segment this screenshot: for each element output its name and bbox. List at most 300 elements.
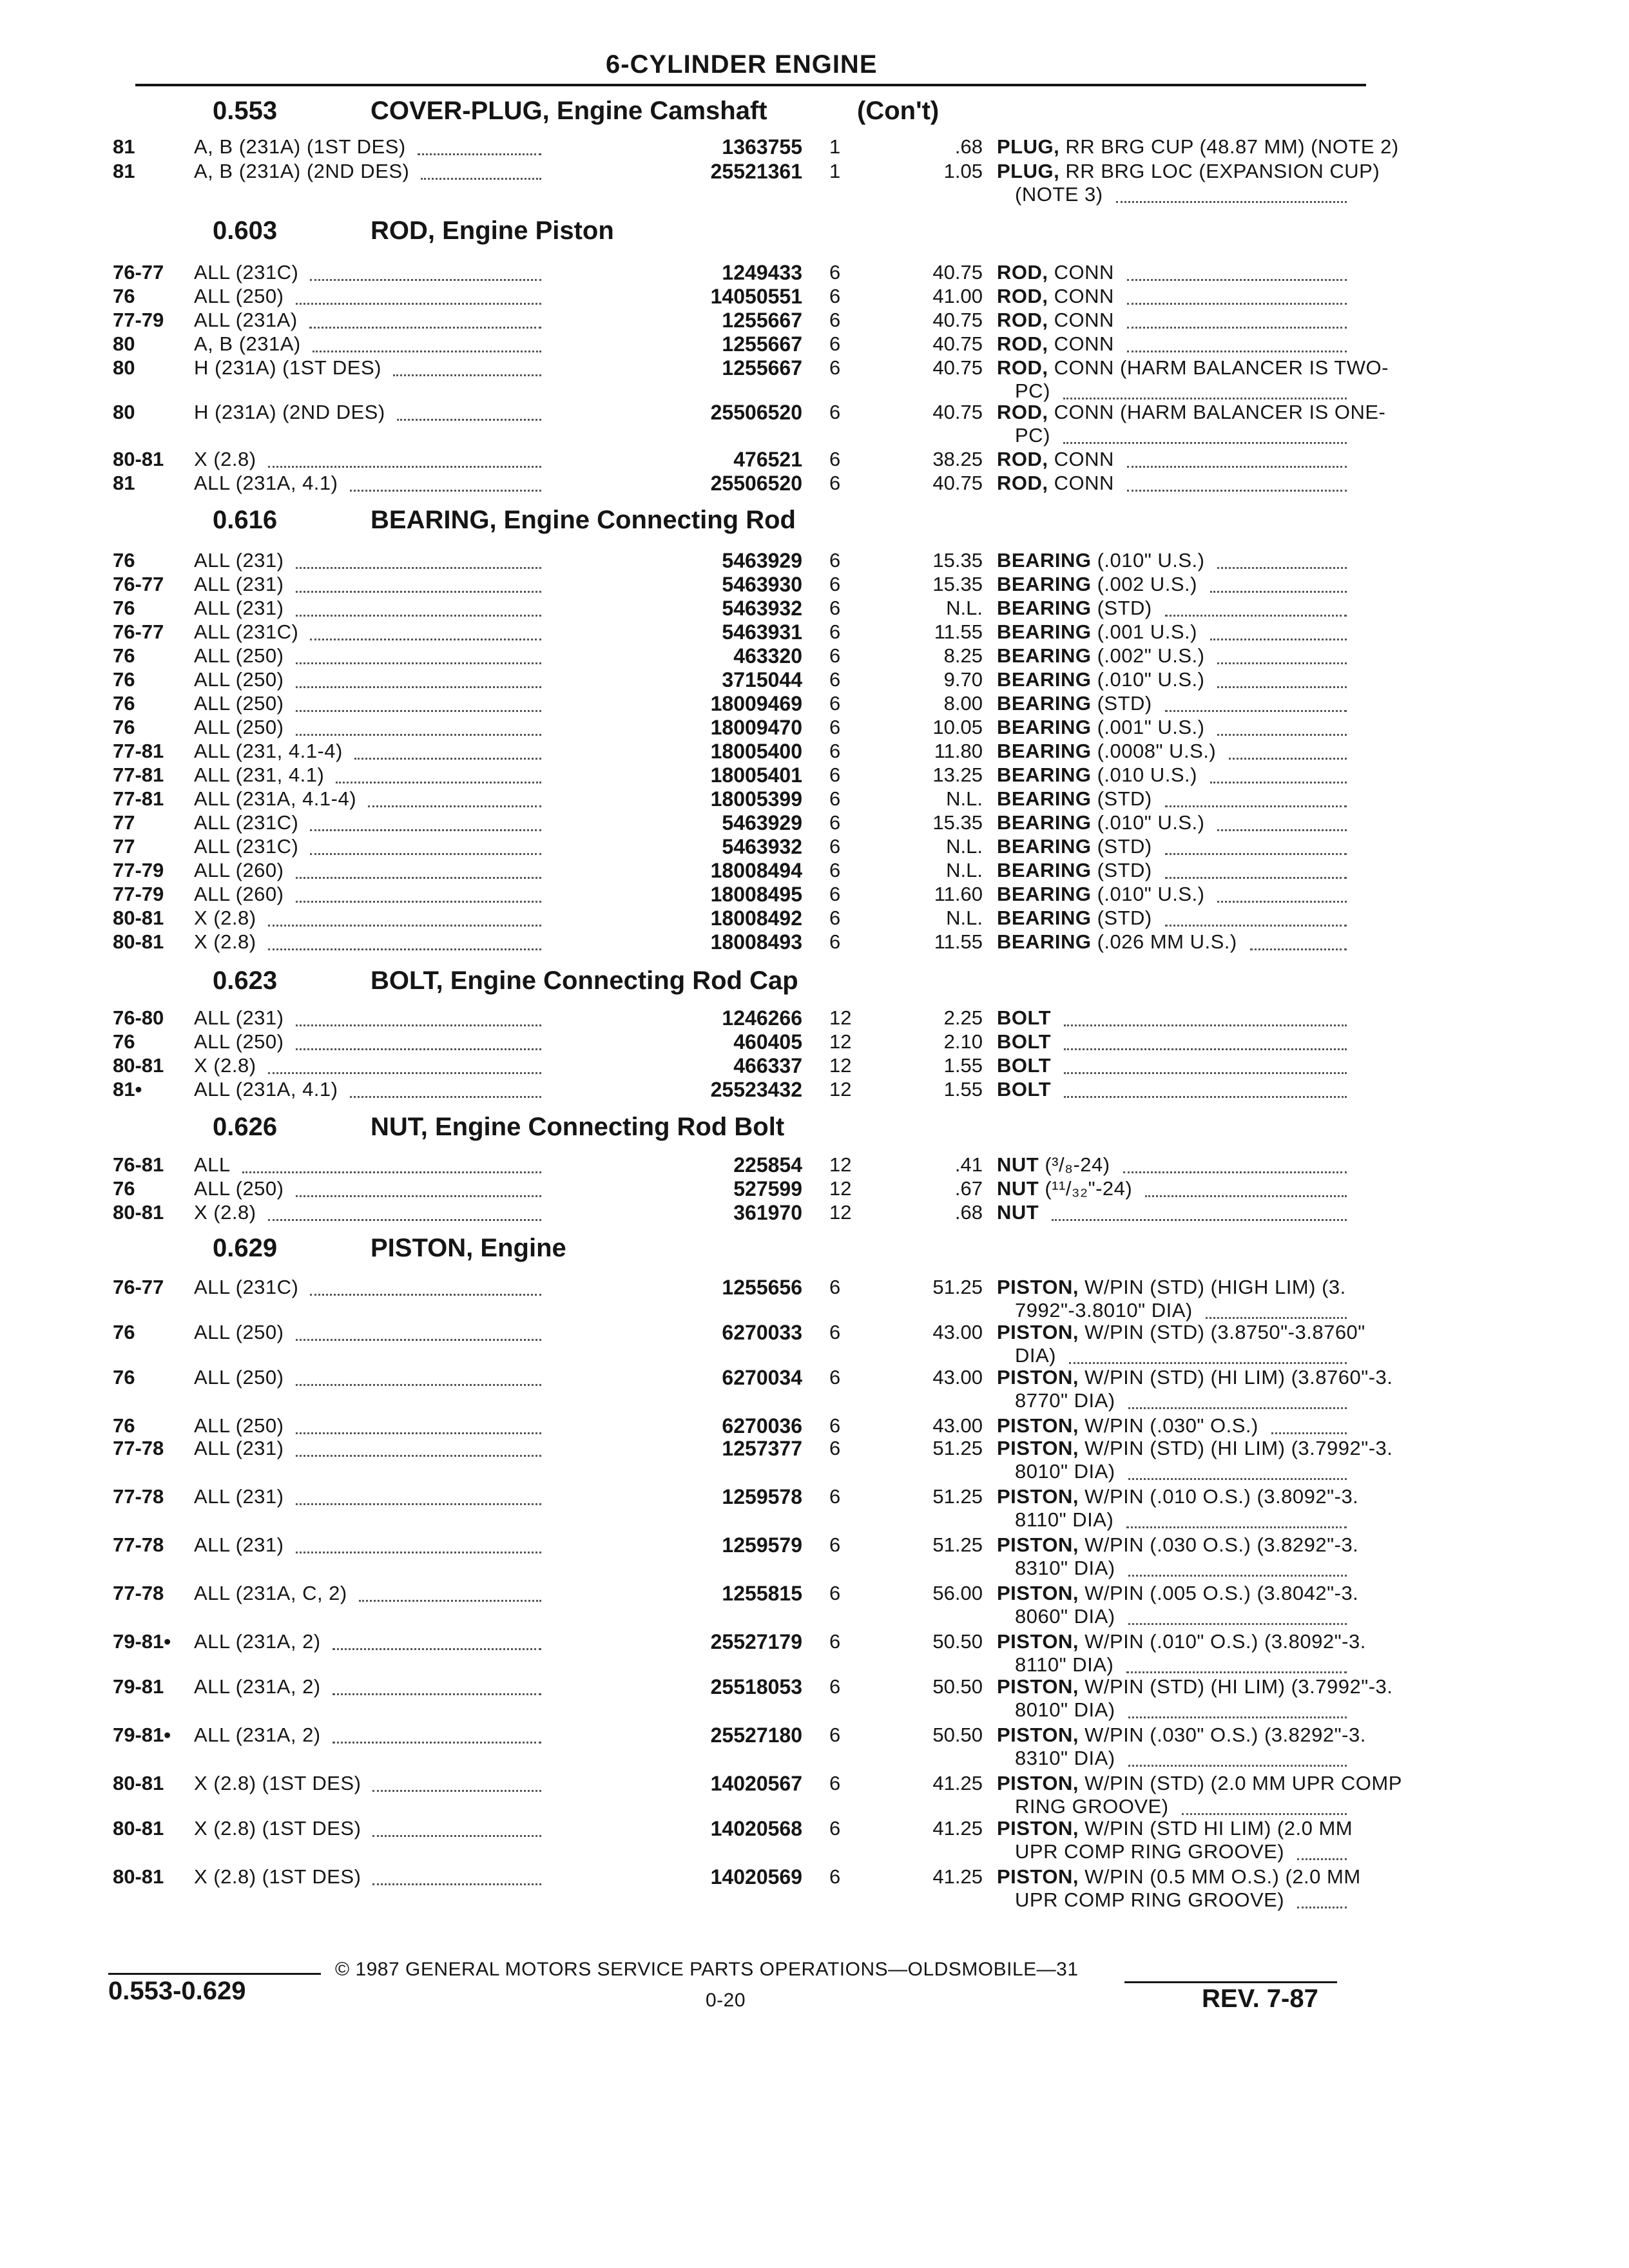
price: 1.55: [943, 1078, 983, 1100]
quantity: 6: [829, 401, 841, 423]
price: 11.55: [934, 930, 983, 953]
description-text: W/PIN (0.5 MM O.S.) (2.0 MM: [1084, 1865, 1361, 1888]
model-years: 77-78: [113, 1582, 164, 1604]
description-text: (.001" U.S.): [1097, 716, 1205, 738]
description-keyword: BEARING: [997, 716, 1092, 738]
quantity: 12: [829, 1177, 852, 1200]
description-keyword: BEARING: [997, 740, 1092, 762]
application: ALL (231, 4.1): [194, 764, 325, 786]
part-number: 1363755: [722, 135, 802, 159]
model-years: 76-77: [113, 620, 164, 643]
part-row: [113, 1366, 1393, 1412]
quantity: 6: [829, 1485, 841, 1508]
description-continued: 8010" DIA): [1015, 1460, 1115, 1483]
application: ALL (250): [194, 1177, 284, 1200]
model-years: 76-77: [113, 261, 164, 284]
description-text: W/PIN (STD) (HI LIM) (3.7992"-3.: [1084, 1437, 1393, 1459]
description: [997, 472, 1114, 495]
application: X (2.8) (1ST DES): [194, 1865, 361, 1888]
leader-dots: [242, 1171, 541, 1173]
quantity: 6: [829, 448, 841, 470]
part-row: [113, 597, 1350, 621]
description-keyword: ROD,: [997, 285, 1048, 307]
part-row: [113, 309, 1350, 333]
footer-rule-left: [108, 1973, 321, 1975]
quantity: 6: [829, 597, 841, 619]
quantity: 6: [829, 811, 841, 834]
trailing-dots: [1128, 1575, 1347, 1577]
description-text: CONN (HARM BALANCER IS TWO-: [1054, 356, 1389, 379]
description-keyword: BOLT: [997, 1078, 1052, 1100]
price: 43.00: [932, 1414, 983, 1437]
application: ALL (231A): [194, 309, 298, 331]
part-row: [113, 1030, 1350, 1055]
footer-copyright: © 1987 GENERAL MOTORS SERVICE PARTS OPERATIONS—OLDSMOBILE—31: [335, 1959, 1079, 1980]
leader-dots: [268, 948, 541, 950]
quantity: 6: [829, 1772, 841, 1794]
description-text: W/PIN (.010 O.S.) (3.8092"-3.: [1084, 1485, 1359, 1508]
part-row: [113, 285, 1350, 309]
part-row: [113, 1582, 1359, 1628]
part-number: 18008493: [710, 930, 802, 954]
description-keyword: ROD,: [997, 448, 1048, 470]
description: [997, 1276, 1346, 1299]
leader-dots: [310, 853, 541, 855]
application: ALL (260): [194, 859, 284, 881]
description-text: (STD): [1097, 907, 1152, 929]
price: .41: [954, 1153, 983, 1176]
description: [997, 859, 1152, 882]
model-years: 80-81: [113, 1772, 164, 1794]
trailing-dots: [1063, 442, 1347, 444]
footer-page-number: 0-20: [706, 1990, 746, 2011]
description: [997, 668, 1204, 691]
description-text: (STD): [1097, 835, 1152, 858]
leader-dots: [268, 925, 541, 927]
leader-dots: [296, 1384, 542, 1386]
leader-dots: [296, 1432, 542, 1434]
price: 11.55: [934, 620, 983, 643]
price: 50.50: [932, 1630, 983, 1653]
quantity: 6: [829, 1817, 841, 1840]
part-row: [113, 1817, 1353, 1863]
model-years: 76: [113, 1414, 135, 1437]
price: 41.25: [932, 1772, 983, 1794]
price: 51.25: [932, 1276, 983, 1298]
model-years: 77: [113, 811, 135, 834]
description: [997, 1054, 1051, 1077]
description-text: (STD): [1097, 597, 1152, 619]
description-keyword: PISTON,: [997, 1414, 1079, 1437]
quantity: 12: [829, 1201, 852, 1224]
description-keyword: PISTON,: [997, 1772, 1079, 1794]
description-continued: 7992"-3.8010" DIA): [1015, 1299, 1193, 1321]
trailing-dots: [1127, 327, 1347, 329]
price: 2.25: [943, 1006, 983, 1029]
description-continued: 8110" DIA): [1015, 1508, 1114, 1531]
section-name: ROD, Engine Piston: [371, 216, 614, 245]
description: [997, 811, 1204, 834]
description-text: CONN: [1054, 309, 1114, 331]
leader-dots: [359, 1600, 541, 1602]
application: ALL (231C): [194, 835, 299, 858]
section-number: 0.603: [213, 216, 278, 245]
trailing-dots: [1217, 901, 1347, 903]
part-row: [113, 1054, 1350, 1079]
description: [997, 401, 1385, 424]
description-text: W/PIN (STD) (HI LIM) (3.8760"-3.: [1084, 1366, 1393, 1389]
description-keyword: PISTON,: [997, 1321, 1079, 1343]
description-continued: 8770" DIA): [1015, 1389, 1115, 1412]
part-number: 1249433: [722, 261, 802, 284]
description: [997, 1153, 1110, 1177]
trailing-dots: [1127, 466, 1347, 468]
leader-dots: [310, 829, 541, 831]
description-text: W/PIN (STD) (HI LIM) (3.7992"-3.: [1084, 1675, 1393, 1698]
part-number: 5463931: [722, 620, 802, 644]
quantity: 6: [829, 1414, 841, 1437]
leader-dots: [268, 1072, 541, 1074]
description-keyword: PLUG,: [997, 135, 1060, 158]
description-keyword: BEARING: [997, 620, 1092, 643]
application: ALL (260): [194, 883, 284, 905]
section-number: 0.616: [213, 506, 278, 534]
description-text: (.010" U.S.): [1097, 549, 1205, 572]
part-row: [113, 1772, 1402, 1818]
price: 41.25: [932, 1865, 983, 1888]
trailing-dots: [1064, 1096, 1347, 1098]
description-keyword: BOLT: [997, 1054, 1052, 1077]
page-title: 6-CYLINDER ENGINE: [606, 50, 878, 79]
description: [997, 644, 1204, 668]
leader-dots: [296, 567, 542, 569]
trailing-dots: [1128, 1478, 1347, 1480]
description-keyword: PISTON,: [997, 1533, 1079, 1556]
price: 15.35: [932, 549, 983, 572]
leader-dots: [310, 1294, 541, 1296]
description-keyword: BEARING: [997, 883, 1092, 905]
model-years: 81: [113, 135, 135, 158]
application: H (231A) (2ND DES): [194, 401, 385, 423]
price: 8.00: [943, 692, 983, 715]
section-number: 0.623: [213, 966, 278, 995]
part-row: [113, 1321, 1365, 1367]
model-years: 76-80: [113, 1006, 164, 1029]
trailing-dots: [1116, 201, 1347, 203]
part-number: 14050551: [710, 285, 802, 308]
trailing-dots: [1210, 639, 1347, 640]
description-keyword: NUT: [997, 1153, 1039, 1176]
price: .67: [954, 1177, 983, 1200]
description: [997, 135, 1399, 159]
section-name: NUT, Engine Connecting Rod Bolt: [371, 1113, 785, 1141]
description: [997, 285, 1114, 308]
trailing-dots: [1127, 490, 1347, 492]
quantity: 6: [829, 930, 841, 953]
leader-dots: [421, 178, 541, 180]
description-keyword: BEARING: [997, 764, 1092, 786]
leader-dots: [354, 758, 541, 760]
part-number: 6270036: [722, 1414, 802, 1437]
description: [997, 835, 1152, 858]
price: 8.25: [943, 644, 983, 667]
description-text: W/PIN (.030" O.S.) (3.8292"-3.: [1084, 1724, 1366, 1746]
part-row: [113, 716, 1350, 740]
quantity: 6: [829, 1366, 841, 1389]
part-number: 14020568: [710, 1817, 802, 1840]
quantity: 6: [829, 549, 841, 572]
description-keyword: BOLT: [997, 1006, 1052, 1029]
part-number: 1257377: [722, 1437, 802, 1460]
application: X (2.8): [194, 930, 256, 953]
part-number: 25506520: [710, 472, 802, 495]
application: X (2.8): [194, 907, 256, 929]
trailing-dots: [1128, 1765, 1347, 1767]
part-row: [113, 1414, 1350, 1439]
part-number: 25527179: [710, 1630, 802, 1653]
description: [997, 1865, 1361, 1888]
part-row: [113, 811, 1350, 836]
trailing-dots: [1297, 1858, 1347, 1860]
part-number: 466337: [733, 1054, 802, 1077]
trailing-dots: [1165, 877, 1347, 879]
trailing-dots: [1165, 805, 1347, 807]
price: 51.25: [932, 1437, 983, 1459]
price: 41.00: [932, 285, 983, 307]
description-text: (.0008" U.S.): [1097, 740, 1217, 762]
trailing-dots: [1182, 1813, 1347, 1815]
part-number: 18008494: [710, 859, 802, 882]
description-text: W/PIN (.010" O.S.) (3.8092"-3.: [1084, 1630, 1366, 1653]
section-number: 0.553: [213, 97, 278, 125]
price: N.L.: [946, 907, 983, 929]
description-keyword: BOLT: [997, 1030, 1052, 1053]
quantity: 6: [829, 573, 841, 595]
model-years: 79-81•: [113, 1630, 171, 1653]
price: 43.00: [932, 1321, 983, 1343]
quantity: 6: [829, 668, 841, 691]
price: 15.35: [932, 573, 983, 595]
part-row: [113, 1276, 1350, 1321]
quantity: 6: [829, 835, 841, 858]
trailing-dots: [1126, 1526, 1347, 1528]
part-number: 18008492: [710, 907, 802, 930]
part-number: 1259578: [722, 1485, 802, 1508]
description-text: RR BRG LOC (EXPANSION CUP): [1065, 160, 1380, 182]
application: ALL (250): [194, 1414, 284, 1437]
leader-dots: [296, 1339, 542, 1341]
description: [997, 573, 1197, 596]
trailing-dots: [1052, 1219, 1347, 1221]
section-name: BEARING, Engine Connecting Rod: [371, 506, 796, 534]
description-continued: PC): [1015, 424, 1050, 447]
price: 40.75: [932, 401, 983, 423]
part-number: 463320: [733, 644, 802, 668]
quantity: 6: [829, 620, 841, 643]
application: ALL (231C): [194, 811, 299, 834]
part-number: 225854: [733, 1153, 802, 1177]
description: [997, 1177, 1132, 1200]
price: 50.50: [932, 1675, 983, 1698]
description-text: W/PIN (STD) (2.0 MM UPR COMP: [1084, 1772, 1402, 1794]
leader-dots: [350, 490, 542, 492]
leader-dots: [296, 1503, 542, 1505]
part-row: [113, 907, 1350, 931]
part-number: 1255815: [722, 1582, 802, 1605]
part-row: [113, 620, 1350, 645]
section-name: BOLT, Engine Connecting Rod Cap: [371, 966, 798, 995]
part-row: [113, 740, 1350, 764]
model-years: 76: [113, 716, 135, 738]
model-years: 80: [113, 401, 135, 423]
model-years: 76: [113, 1030, 135, 1053]
part-row: [113, 160, 1380, 206]
application: ALL (231): [194, 549, 284, 572]
quantity: 6: [829, 692, 841, 715]
part-number: 5463930: [722, 573, 802, 596]
description-text: RR BRG CUP (48.87 MM) (NOTE 2): [1065, 135, 1399, 158]
part-row: [113, 859, 1350, 883]
quantity: 6: [829, 859, 841, 881]
description-continued: 8110" DIA): [1015, 1653, 1114, 1676]
price: 51.25: [932, 1533, 983, 1556]
description: [997, 1533, 1358, 1557]
trailing-dots: [1128, 1716, 1347, 1718]
application: ALL (250): [194, 1366, 284, 1389]
part-row: [113, 1078, 1350, 1102]
model-years: 80-81: [113, 907, 164, 929]
trailing-dots: [1069, 1362, 1347, 1364]
price: 43.00: [932, 1366, 983, 1389]
description-continued: 8010" DIA): [1015, 1698, 1115, 1721]
model-years: 77-78: [113, 1485, 164, 1508]
description-keyword: PISTON,: [997, 1817, 1079, 1840]
model-years: 80-81: [113, 448, 164, 470]
description-continued: RING GROOVE): [1015, 1795, 1169, 1818]
description: [997, 549, 1204, 572]
leader-dots: [296, 615, 542, 617]
part-number: 5463929: [722, 549, 802, 572]
part-number: 460405: [733, 1030, 802, 1053]
description-keyword: ROD,: [997, 472, 1048, 494]
description-keyword: PISTON,: [997, 1865, 1079, 1888]
trailing-dots: [1165, 853, 1347, 855]
trailing-dots: [1128, 1623, 1347, 1625]
description-text: (.010" U.S.): [1097, 883, 1205, 905]
model-years: 76-77: [113, 1276, 164, 1298]
part-number: 25527180: [710, 1724, 802, 1747]
description-text: (.010" U.S.): [1097, 668, 1205, 691]
leader-dots: [296, 1024, 542, 1026]
part-row: [113, 1201, 1350, 1225]
leader-dots: [397, 419, 541, 421]
description-text: (.002 U.S.): [1097, 573, 1197, 595]
description-keyword: BEARING: [997, 692, 1092, 715]
description-continued: UPR COMP RING GROOVE): [1015, 1888, 1285, 1911]
footer-rule-right: [1124, 1981, 1337, 1983]
trailing-dots: [1126, 1671, 1347, 1673]
application: X (2.8): [194, 1201, 256, 1224]
description-text: CONN: [1054, 332, 1114, 355]
application: A, B (231A) (1ST DES): [194, 135, 406, 158]
leader-dots: [368, 805, 541, 807]
application: ALL (231): [194, 1006, 284, 1029]
section-number: 0.629: [213, 1234, 278, 1262]
description: [997, 740, 1216, 763]
description: [997, 448, 1114, 471]
description-keyword: BEARING: [997, 644, 1092, 667]
leader-dots: [372, 1883, 541, 1885]
trailing-dots: [1217, 567, 1347, 569]
description: [997, 1817, 1353, 1840]
model-years: 76: [113, 1177, 135, 1200]
leader-dots: [268, 466, 541, 468]
application: ALL (231C): [194, 620, 299, 643]
description: [997, 620, 1197, 644]
description-keyword: BEARING: [997, 930, 1092, 953]
model-years: 79-81•: [113, 1724, 171, 1746]
description: [997, 692, 1152, 715]
description: [997, 356, 1389, 380]
description-keyword: NUT: [997, 1177, 1039, 1200]
trailing-dots: [1210, 591, 1347, 593]
description: [997, 1078, 1051, 1101]
description-keyword: PISTON,: [997, 1485, 1079, 1508]
trailing-dots: [1229, 758, 1347, 760]
application: ALL (231A, C, 2): [194, 1582, 347, 1604]
quantity: 6: [829, 332, 841, 355]
quantity: 6: [829, 472, 841, 494]
model-years: 80: [113, 356, 135, 379]
model-years: 76: [113, 597, 135, 619]
application: ALL (231A, 4.1): [194, 1078, 338, 1100]
part-row: [113, 1724, 1366, 1769]
application: ALL (231A, 4.1-4): [194, 787, 357, 810]
leader-dots: [310, 279, 541, 281]
quantity: 6: [829, 1630, 841, 1653]
trailing-dots: [1165, 925, 1347, 927]
quantity: 12: [829, 1030, 852, 1053]
part-number: 18005401: [710, 764, 802, 787]
application: ALL (250): [194, 692, 284, 715]
description-text: W/PIN (STD) (3.8750"-3.8760": [1084, 1321, 1365, 1343]
section-name: COVER-PLUG, Engine Camshaft: [371, 97, 767, 125]
trailing-dots: [1123, 1171, 1347, 1173]
application: X (2.8) (1ST DES): [194, 1817, 361, 1840]
price: N.L.: [946, 787, 983, 810]
description-keyword: PISTON,: [997, 1582, 1079, 1604]
model-years: 76: [113, 549, 135, 572]
description: [997, 1006, 1051, 1030]
part-row: [113, 332, 1350, 357]
leader-dots: [333, 1742, 541, 1744]
leader-dots: [296, 591, 542, 593]
model-years: 80-81: [113, 1201, 164, 1224]
quantity: 6: [829, 1533, 841, 1556]
model-years: 81•: [113, 1078, 142, 1100]
part-number: 18008495: [710, 883, 802, 906]
part-row: [113, 1153, 1350, 1178]
part-number: 1255667: [722, 356, 802, 380]
footer-section-range: 0.553-0.629: [108, 1977, 246, 2005]
part-number: 18009470: [710, 716, 802, 739]
quantity: 6: [829, 764, 841, 786]
description-text: CONN: [1054, 261, 1114, 284]
application: ALL (231A, 2): [194, 1675, 321, 1698]
model-years: 81: [113, 160, 135, 182]
application: ALL (231A, 4.1): [194, 472, 338, 494]
model-years: 76-77: [113, 573, 164, 595]
